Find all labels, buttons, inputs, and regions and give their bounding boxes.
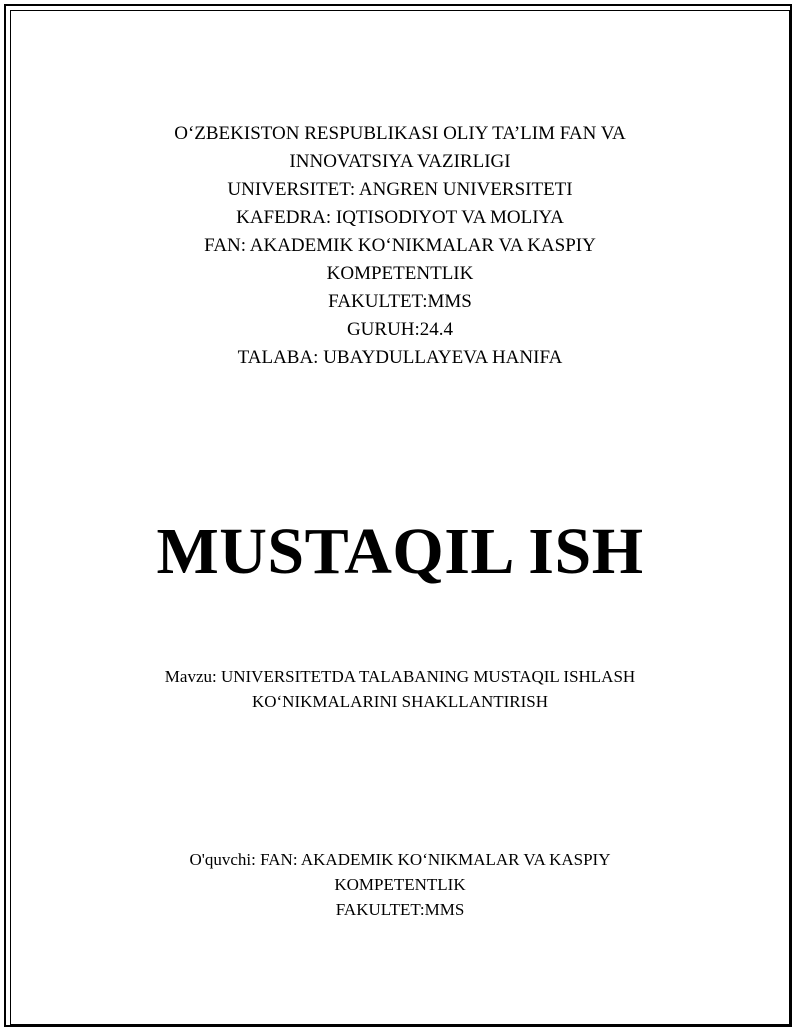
subject-line-1: FAN: AKADEMIK KO‘NIKMALAR VA KASPIY — [204, 235, 596, 256]
university-line: UNIVERSITET: ANGREN UNIVERSITETI — [227, 179, 573, 200]
author-line-1: O'quvchi: FAN: AKADEMIK KO‘NIKMALAR VA KASPIY — [189, 850, 611, 869]
author-block — [0, 847, 800, 922]
topic-line-2: KO‘NIKMALARINI SHAKLLANTIRISH — [251, 692, 549, 711]
institution-header — [0, 120, 800, 372]
topic-block — [0, 664, 800, 714]
author-line-2: KOMPETENTLIK — [334, 875, 466, 894]
topic-line-1: Mavzu: UNIVERSITETDA TALABANING MUSTAQIL ISHLASH — [164, 667, 636, 686]
author-line-3: FAKULTET:MMS — [335, 900, 465, 919]
ministry-line-1: O‘ZBEKISTON RESPUBLIKASI OLIY TA’LIM FAN VA — [174, 123, 626, 144]
subject-line-2: KOMPETENTLIK — [326, 263, 474, 284]
ministry-line-2: INNOVATSIYA VAZIRLIGI — [289, 151, 511, 172]
faculty-line: FAKULTET:MMS — [328, 291, 472, 312]
group-line: GURUH:24.4 — [346, 319, 454, 340]
student-line: TALABA: UBAYDULLAYEVA HANIFA — [237, 347, 563, 368]
department-line: KAFEDRA: IQTISODIYOT VA MOLIYA — [236, 207, 564, 228]
document-title: MUSTAQIL ISH — [156, 515, 644, 588]
